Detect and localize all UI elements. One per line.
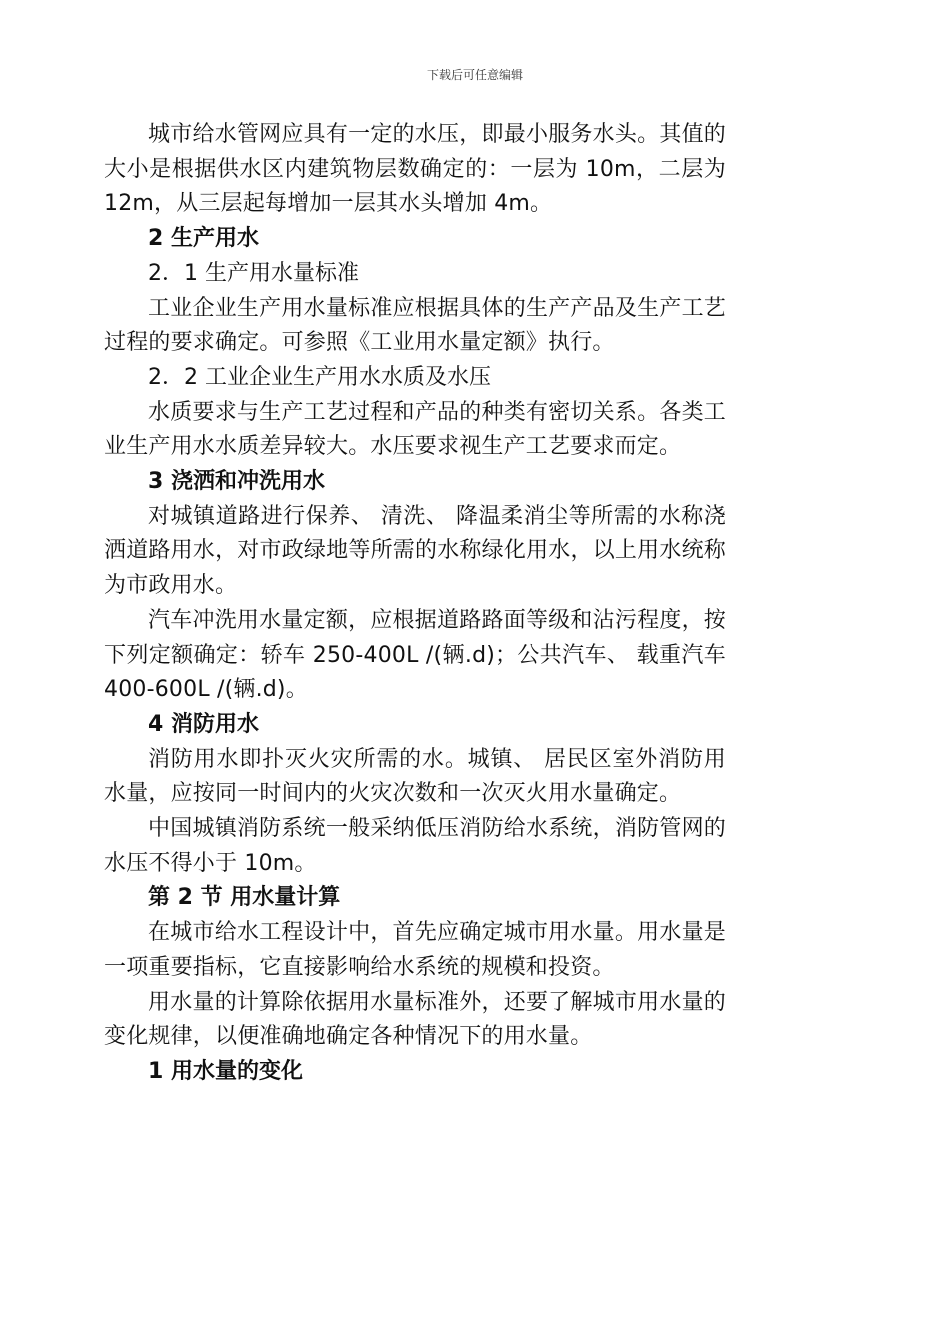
paragraph-water-quality: 水质要求与生产工艺过程和产品的种类有密切关系。各类工业生产用水水质差异较大。水压要求视生产工艺要求而定。 (104, 399, 726, 460)
heading-section-2: 第 2 节 用水量计算 (148, 885, 341, 911)
paragraph-production-water-standard: 工业企业生产用水量标准应根据具体的生产产品及生产工艺过程的要求确定。可参照《工业用水量定额》执行。 (104, 295, 726, 356)
paragraph-fire-system: 中国城镇消防系统一般采纳低压消防给水系统，消防管网的水压不得小于 10m。 (104, 816, 726, 876)
heading-sprinkling-washing: 3 浇洒和冲洗用水 (148, 469, 325, 495)
heading-fire-water: 4 消防用水 (148, 711, 259, 737)
paragraph-water-demand-calculation: 用水量的计算除依据用水量标准外，还要了解城市用水量的变化规律，以便准确地确定各种情况下的用水量。 (104, 989, 726, 1050)
subheading-production-water-standard: 2．1 生产用水量标准 (148, 260, 359, 286)
paragraph-municipal-water: 对城镇道路进行保养、 清洗、 降温柔消尘等所需的水称浇洒道路用水，对市政绿地等所需的水称绿化用水，以上用水统称为市政用水。 (104, 503, 726, 599)
paragraph-fire-water-definition: 消防用水即扑灭火灾所需的水。城镇、 居民区室外消防用水量，应按同一时间内的火灾次数和一次灭火用水量确定。 (104, 746, 726, 807)
paragraph-water-demand-importance: 在城市给水工程设计中，首先应确定城市用水量。用水量是一项重要指标，它直接影响给水系统的规模和投资。 (104, 920, 726, 980)
subheading-water-quality-pressure: 2．2 工业企业生产用水水质及水压 (148, 364, 491, 390)
heading-water-demand-variation: 1 用水量的变化 (148, 1058, 303, 1084)
paragraph-car-washing: 汽车冲洗用水量定额，应根据道路路面等级和沾污程度，按下列定额确定：轿车 250-400L /(辆.d)；公共汽车、 载重汽车 400-600L /(辆.d)。 (104, 607, 726, 703)
document-body (104, 118, 726, 1090)
page-header-note: 下载后可任意编辑 (426, 68, 523, 82)
heading-production-water: 2 生产用水 (148, 226, 259, 252)
paragraph-min-service-head: 城市给水管网应具有一定的水压，即最小服务水头。其值的大小是根据供水区内建筑物层数确定的：一层为 10m，二层为 12m，从三层起每增加一层其水头增加 4m。 (104, 122, 726, 217)
